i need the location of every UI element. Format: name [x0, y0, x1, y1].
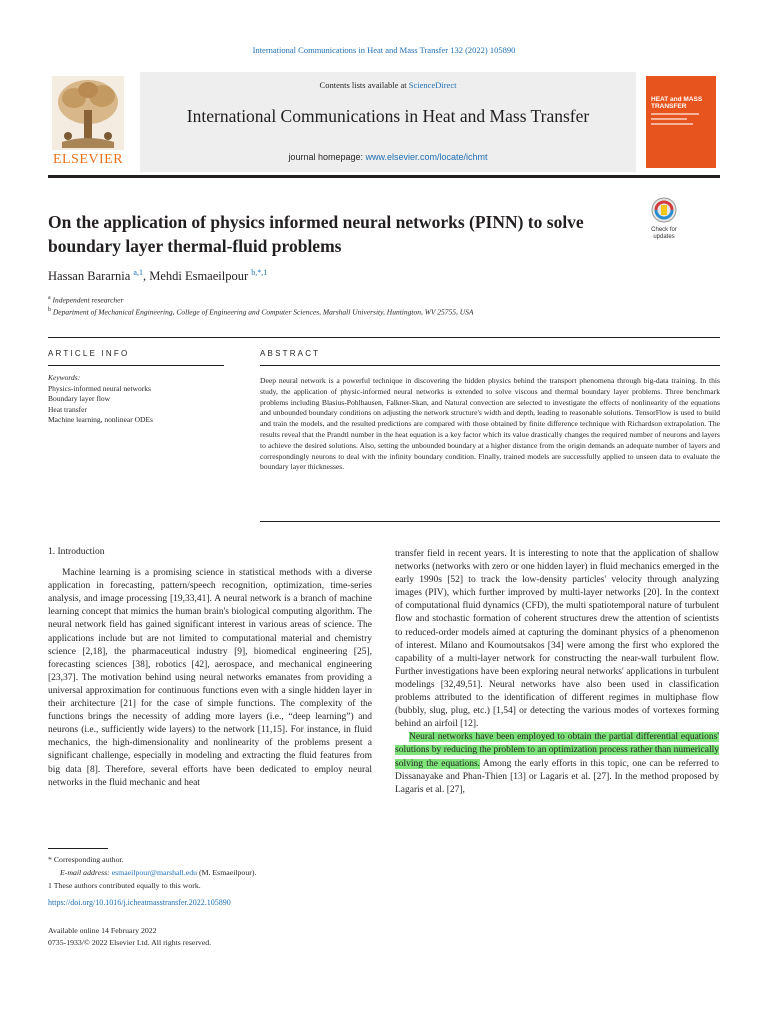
affiliation-text: Independent researcher — [52, 295, 124, 305]
affiliation-b — [48, 307, 474, 317]
author-list — [48, 268, 267, 284]
keywords-block — [48, 373, 224, 426]
section-heading-introduction: 1. Introduction — [48, 547, 105, 557]
body-paragraph-highlighted — [395, 731, 719, 796]
sciencedirect-link[interactable]: ScienceDirect — [408, 80, 457, 90]
email-label: E-mail address: — [60, 868, 112, 877]
equal-contribution-note: 1 These authors contributed equally to this work. — [48, 881, 201, 890]
affiliation-marker: a — [48, 295, 51, 301]
abstract-bottom-rule — [260, 521, 720, 522]
affiliation-text: Department of Mechanical Engineering, College of Engineering and Computer Sciences, Marshall University, Huntington, WV 25755, USA — [52, 307, 474, 317]
body-paragraph: transfer field in recent years. It is interesting to note that the application of shallow networks (networks with zero or one hidden layer) in fluid mechanics emerged in the early 1990s [52] to track the low-density particles' velocity through analyzing images (PIV), which further improved by multi-layer networks [20]. In the context of computational fluid dynamics (CFD), the multi spatiotemporal nature of turbulent flow and stochastic formation of coherent structures drew the attention of scientists to reduced-order models aimed at capturing the dominant physics of a phenomenon of interest. Milano and Koumoutsakos [34] were among the first who explored the capability of a multi-layer network for constructing the near-wall turbulent flow. Further investigations have been exploring neural networks' applications in turbulent modelings [32,49,51]. Neural networks have also been used in classification problems attributed to the identification of different regimes in multiphase flow (bubbly, slug, plug, etc.) [1,54] or detecting the various modes of vortexes forming behind an airfoil [12]. — [395, 549, 719, 730]
journal-header-band — [140, 72, 636, 172]
author-name: Mehdi Esmaeilpour — [149, 269, 249, 284]
check-for-updates-badge[interactable] — [642, 196, 686, 242]
article-info-rule — [48, 365, 224, 366]
crossmark-line2: updates — [653, 234, 675, 240]
journal-homepage-link[interactable]: www.elsevier.com/locate/ichmt — [365, 152, 488, 162]
affiliation-a — [48, 295, 123, 305]
email-suffix: (M. Esmaeilpour). — [197, 868, 257, 877]
homepage-line — [140, 152, 636, 162]
info-top-rule — [48, 337, 720, 338]
abstract-rule — [260, 365, 720, 366]
publication-dates — [48, 925, 211, 949]
affiliation-marker: b — [48, 307, 51, 313]
copyright-line: 0735-1933/© 2022 Elsevier Ltd. All rights reserved. — [48, 938, 212, 947]
abstract-heading: ABSTRACT — [260, 349, 321, 358]
email-note — [48, 866, 256, 879]
abstract-text: Deep neural network is a powerful technique in discovering the hidden physics behind the transport phenomena through big-data training. In this study, the application of physic-informed neural networks is extended to solve viscous and thermal boundary layer problems. Three benchmark problems including Blasius-Pohlhausen, Falkner-Skan, and Natural convection are selected to investigate the effects of nonlinearity of the equations and unbounded boundary conditions on adjusting the network structure's width and depth, leading to reasonable solutions. TensorFlow is used to build and train the models, and the resulted predictions are compared with those obtained by finite difference technique with Richardson extrapolation. The results reveal that the Prandtl number in the heat equation is a key factor which its value drastically changes the required number of neurons and layers to achieve the desired solutions. Also, setting the unbounded boundary at a higher distance from the origin demands an adequate number of layers and correspondingly neurons to deal with the infinity boundary condition. Finally, trained models are successfully applied to unseen data to evaluate the boundary layer thicknesses. — [260, 376, 720, 472]
corresponding-author-note: * Corresponding author. — [48, 855, 124, 864]
keywords-label: Keywords: — [48, 373, 81, 382]
author-separator: , — [142, 269, 150, 284]
elsevier-wordmark: ELSEVIER — [52, 152, 124, 167]
body-paragraph: Machine learning is a promising science in statistical methods with a diverse application in forecasting, pattern/speech recognition, optimization, time-series analysis, and image processing [19,33,41]. A neural network is a branch of machine learning concept that mimics the human brain's biological computing algorithm. The neural network field has gained significant interest in various areas of science. The applications include but are not limited to computational material and chemistry science [2,18], the pharmaceutical industry [9], biomedical engineering [25], forecasting sciences [38], robotics [42], aerospace, and mechanical engineering [23,37]. The motivation behind using neural networks emanates from providing a universal approximation for continuous functions even with a single hidden layer in their architecture [21] for the case of simple functions. The complexity of the functions brings the necessity of adding more layers (i.e., “deep learning”) and neurons (i.e., sufficiently wide layers) to the network [11,15]. For instance, in fluid mechanics, the high-dimensionality and nonlinearity of the problems present a significant challenge, especially in modeling and extracting the fluid features from big data [8]. Therefore, several efforts have been dedicated to employ neural networks in the fluid mechanic and heat — [48, 568, 372, 788]
cover-title: HEAT and MASS TRANSFER — [651, 96, 703, 110]
body-column-right — [395, 548, 719, 797]
keyword-item: Machine learning, nonlinear ODEs — [48, 415, 153, 424]
keyword-item: Physics-informed neural networks — [48, 383, 151, 393]
journal-title[interactable]: International Communications in Heat and Mass Transfer — [186, 106, 590, 126]
elsevier-logo[interactable] — [48, 76, 128, 168]
doi-link[interactable]: https://doi.org/10.1016/j.icheatmasstransfer.2022.105890 — [48, 898, 231, 907]
cover-decoration — [651, 113, 711, 125]
author-affiliation-link[interactable]: a,1 — [133, 268, 143, 277]
footnote-rule — [48, 848, 108, 849]
running-head[interactable]: International Communications in Heat and Mass Transfer 132 (2022) 105890 — [252, 45, 516, 55]
article-title: On the application of physics informed neural networks (PINN) to solve boundary layer thermal-fluid problems — [48, 212, 584, 256]
author-email-link[interactable]: esmaeilpour@marshall.edu — [111, 868, 198, 877]
elsevier-tree-icon — [52, 76, 124, 150]
keyword-item: Boundary layer flow — [48, 394, 111, 403]
available-online-date: Available online 14 February 2022 — [48, 926, 157, 935]
highlighted-text[interactable]: Neural networks have been employed to obtain the partial differential equations' solutions by reducing the problem to an optimization process rather than numerically solving the equations. — [395, 732, 719, 769]
author-affiliation-link[interactable]: b,*,1 — [251, 268, 268, 277]
author-name: Hassan Bararnia — [48, 269, 131, 284]
contents-prefix: Contents lists available at — [319, 80, 409, 90]
contents-line — [140, 80, 636, 90]
journal-cover-thumbnail[interactable] — [646, 76, 716, 168]
journal-masthead — [48, 72, 720, 172]
body-column-left — [48, 546, 372, 790]
crossmark-icon — [642, 196, 686, 242]
keyword-item: Heat transfer — [48, 404, 87, 414]
footnotes — [48, 853, 256, 892]
crossmark-line1: Check for — [651, 227, 677, 233]
masthead-rule — [48, 175, 720, 178]
article-info-heading: ARTICLE INFO — [48, 349, 130, 358]
body-text: Among the early efforts in this topic, one can be referred to Dissanayake and Phan-Thien [13] or Lagaris et al. [27]. In the method proposed by Lagaris et al. [27], — [395, 758, 719, 795]
homepage-prefix: journal homepage: — [288, 152, 366, 162]
